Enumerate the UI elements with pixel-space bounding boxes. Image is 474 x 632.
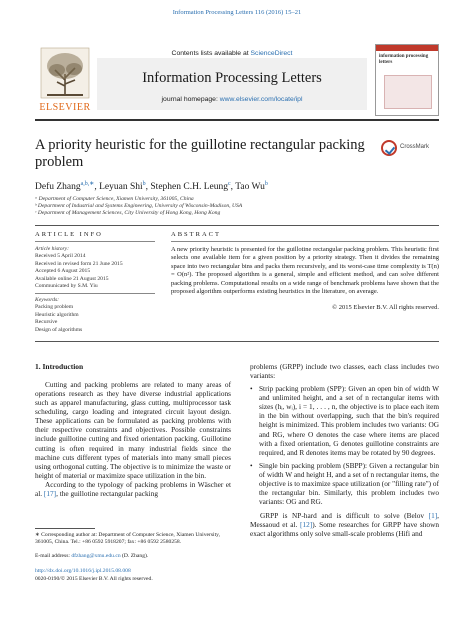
footnote-rule xyxy=(35,528,95,529)
list-item: • Single bin packing problem (SBPP): Given a rectangular bin of width W and height H, and a set of n rectangular items, the objective is to maximize space utilization (or "filling rate") of the rectangular bin. Similarly, this problem includes two variants: OG and RG. xyxy=(250,461,439,506)
issn-line: 0020-0190/© 2015 Elsevier B.V. All rights reserved. xyxy=(35,576,153,582)
article-info-heading: ARTICLE INFO xyxy=(35,231,103,238)
author: Stephen C.H. Leung xyxy=(150,182,228,193)
journal-homepage-line: journal homepage: www.elsevier.com/locate/ipl xyxy=(161,96,303,103)
abstract-rule xyxy=(171,241,439,242)
journal-title: Information Processing Letters xyxy=(142,70,322,86)
section-heading: 1. Introduction xyxy=(35,362,84,371)
history-item: Received 5 April 2014 xyxy=(35,253,86,260)
info-divider xyxy=(35,293,155,294)
citation-link[interactable]: [12] xyxy=(300,520,313,530)
affiliation: ᵇ Department of Industrial and Systems Engineering, University of Wisconsin-Madison, USA xyxy=(35,203,243,209)
right-column xyxy=(250,362,439,538)
keyword: Heuristic algorithm xyxy=(35,311,79,318)
journal-banner xyxy=(35,44,439,117)
abstract-bottom-rule xyxy=(35,341,439,342)
corresponding-author-note: ∗ Corresponding author at: Department of Computer Science, Xiamen University, 361005, China. Tel.: +86 0592 5918207; fax: +86 0592 2580258. xyxy=(35,532,220,546)
email-link[interactable]: dfzhang@xmu.edu.cn xyxy=(71,553,121,559)
keyword: Packing problem xyxy=(35,304,74,311)
keywords xyxy=(35,297,155,334)
publisher-name: ELSEVIER xyxy=(39,102,91,113)
author-list: Defu Zhang$^{a,b,∗}$, Leyuan Shi$^b$, Stephen C.H. Leung$^c$, Tao Wu$^b$ xyxy=(35,181,268,193)
homepage-link[interactable]: www.elsevier.com/locate/ipl xyxy=(219,96,303,103)
paragraph: problems (GRPP) include two classes, each class includes two variants: xyxy=(250,362,439,381)
abstract-text: A new priority heuristic is presented for the guillotine rectangular packing problem. This heuristic first selects one available item for a given position by a priority strategy. Then it divides the remaining space into two rectangular bins and packs them recursively, and its worst-case time complexity is T(n) = O(n²). The proposed algorithm is a general, simple and efficient method, and can solve different packing problems. Computational results on a wide range of benchmark problems have shown that the proposed algorithm outperforms existing heuristics in the literature, on average. xyxy=(171,246,439,296)
history-label: Article history: xyxy=(35,246,70,252)
info-rule xyxy=(35,241,155,242)
keyword: Design of algorithms xyxy=(35,326,83,333)
author: Tao Wu xyxy=(235,182,265,193)
keywords-label: Keywords: xyxy=(35,297,60,303)
article-history xyxy=(35,246,155,290)
paragraph: Cutting and packing problems are related to many areas of operations research as they have diverse industrial applications such as apparel manufacturing, glass cutting, multiprocessor task scheduling, cargo loading and integrated circuit layout design. These applications can be formulated as packing problems with their respective constraints and objectives. Possible constraints include guillotine cutting and fixed orientation packing. Guillotine cutting is often required in many industrial fields since the machine cuts different types of materials into many small pieces using orthogonal cutting. The objective is to minimize the waste or height of material or maximize space utilization in the bin. xyxy=(35,380,231,480)
history-item: Available online 21 August 2015 xyxy=(35,275,109,282)
paragraph: According to the typology of packing problems in Wäscher et al. [17], the guillotine rectangular packing xyxy=(35,479,231,498)
cover-title: information processing letters xyxy=(379,54,429,65)
article-title: A priority heuristic for the guillotine rectangular packing problem xyxy=(35,137,365,171)
email-note: E-mail address: dfzhang@xmu.edu.cn (D. Zhang). xyxy=(35,553,149,559)
running-head: Information Processing Letters 116 (2016) 15–21 xyxy=(172,9,302,16)
author: Leyuan Shi xyxy=(99,182,143,193)
journal-cover-thumbnail xyxy=(375,44,439,116)
section-rule xyxy=(35,225,439,226)
crossmark-label: CrossMark xyxy=(400,144,430,150)
paragraph: GRPP is NP-hard and is difficult to solve (Belov [1], Messaoud et al. [12]). Some researches for GRPP have shown exact algorithms only solve small-scale problems (Hifi and xyxy=(250,511,439,539)
affiliation: ᵃ Department of Computer Science, Xiamen University, 361005, China xyxy=(35,196,194,202)
history-item: Received in revised form 21 June 2015 xyxy=(35,260,123,267)
doi-link[interactable]: http://dx.doi.org/10.1016/j.ipl.2015.08.008 xyxy=(35,568,131,574)
header-rule xyxy=(35,119,439,121)
crossmark-icon xyxy=(381,140,397,156)
history-item: Communicated by S.M. Yiu xyxy=(35,282,98,289)
affiliation: ᶜ Department of Management Sciences, City University of Hong Kong, Hong Kong xyxy=(35,210,221,216)
keyword: Recursive xyxy=(35,319,58,326)
list-item: • Strip packing problem (SPP): Given an open bin of width W and unlimited height, and a set of n rectangular items with sizes (hᵢ, wᵢ), i = 1, . . . , n, the objective is to place each item in the bin without overlapping, such that the bin's required height is minimized. This problem includes two variants: OG and RG, where O denotes the case where items are placed with a fixed orientation, G denotes guillotine constraints are required, and R denotes items may be rotated by 90 degrees. xyxy=(250,384,439,457)
abstract-heading: ABSTRACT xyxy=(171,231,221,238)
left-column xyxy=(35,380,231,498)
crossmark-badge[interactable] xyxy=(381,139,439,157)
abstract-copyright: © 2015 Elsevier B.V. All rights reserved. xyxy=(332,304,439,311)
sciencedirect-link[interactable]: ScienceDirect xyxy=(250,50,293,57)
citation-link[interactable]: [17] xyxy=(43,488,57,498)
citation-link[interactable]: [1] xyxy=(428,511,438,521)
author: Defu Zhang xyxy=(35,182,81,193)
contents-available-line: Contents lists available at ScienceDirect xyxy=(171,50,293,57)
history-item: Accepted 6 August 2015 xyxy=(35,268,91,275)
cover-image xyxy=(384,75,432,109)
